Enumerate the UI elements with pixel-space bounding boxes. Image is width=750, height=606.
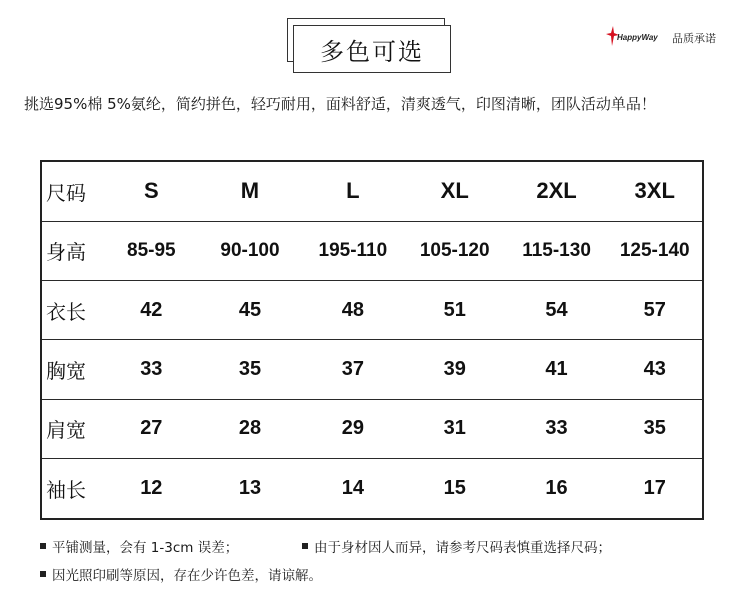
value-cell: 115-130 <box>506 221 608 280</box>
value-cell: 85-95 <box>105 221 198 280</box>
value-cell: 15 <box>404 459 506 519</box>
row-label: 袖长 <box>41 459 105 519</box>
length-row <box>41 281 703 340</box>
note-measure <box>40 536 238 556</box>
value-cell: 16 <box>506 459 608 519</box>
sleeve-row <box>41 459 703 519</box>
note-text: 由于身材因人而异，请参考尺码表慎重选择尺码； <box>314 540 611 556</box>
size-cell: L <box>302 161 404 221</box>
row-label: 身高 <box>41 221 105 280</box>
value-cell: 29 <box>302 399 404 458</box>
value-cell: 27 <box>105 399 198 458</box>
value-cell: 51 <box>404 281 506 340</box>
height-row <box>41 221 703 280</box>
value-cell: 57 <box>607 281 703 340</box>
value-cell: 105-120 <box>404 221 506 280</box>
value-cell: 43 <box>607 340 703 399</box>
size-cell: 2XL <box>506 161 608 221</box>
bullet-icon <box>40 543 46 549</box>
brand-slogan: 品质承诺 <box>672 32 716 45</box>
row-label: 衣长 <box>41 281 105 340</box>
row-label: 尺码 <box>41 161 105 221</box>
brand-name: HappyWay <box>617 33 658 42</box>
brand-logo <box>604 24 734 52</box>
note-color <box>40 564 322 584</box>
page-title: 多色可选 <box>293 25 451 73</box>
note-text: 平铺测量，会有 1-3cm 误差； <box>52 540 239 556</box>
value-cell: 13 <box>198 459 302 519</box>
value-cell: 35 <box>607 399 703 458</box>
value-cell: 33 <box>105 340 198 399</box>
product-description: 挑选95%棉 5%氨纶，简约拼色，轻巧耐用，面料舒适，清爽透气，印图清晰，团队活动单品！ <box>24 95 656 113</box>
value-cell: 17 <box>607 459 703 519</box>
value-cell: 42 <box>105 281 198 340</box>
bullet-icon <box>302 543 308 549</box>
value-cell: 31 <box>404 399 506 458</box>
value-cell: 45 <box>198 281 302 340</box>
value-cell: 54 <box>506 281 608 340</box>
note-fit <box>302 536 611 556</box>
size-cell: S <box>105 161 198 221</box>
value-cell: 39 <box>404 340 506 399</box>
size-cell: M <box>198 161 302 221</box>
title-box <box>287 18 453 75</box>
value-cell: 37 <box>302 340 404 399</box>
chest-row <box>41 340 703 399</box>
value-cell: 28 <box>198 399 302 458</box>
value-cell: 41 <box>506 340 608 399</box>
note-text: 因光照印刷等原因，存在少许色差，请谅解。 <box>52 568 322 584</box>
size-header-row <box>41 161 703 221</box>
value-cell: 12 <box>105 459 198 519</box>
value-cell: 35 <box>198 340 302 399</box>
size-cell: XL <box>404 161 506 221</box>
value-cell: 90-100 <box>198 221 302 280</box>
value-cell: 195-110 <box>302 221 404 280</box>
shoulder-row <box>41 399 703 458</box>
size-table <box>40 160 704 520</box>
value-cell: 33 <box>506 399 608 458</box>
value-cell: 48 <box>302 281 404 340</box>
value-cell: 125-140 <box>607 221 703 280</box>
value-cell: 14 <box>302 459 404 519</box>
row-label: 胸宽 <box>41 340 105 399</box>
row-label: 肩宽 <box>41 399 105 458</box>
bullet-icon <box>40 571 46 577</box>
size-cell: 3XL <box>607 161 703 221</box>
